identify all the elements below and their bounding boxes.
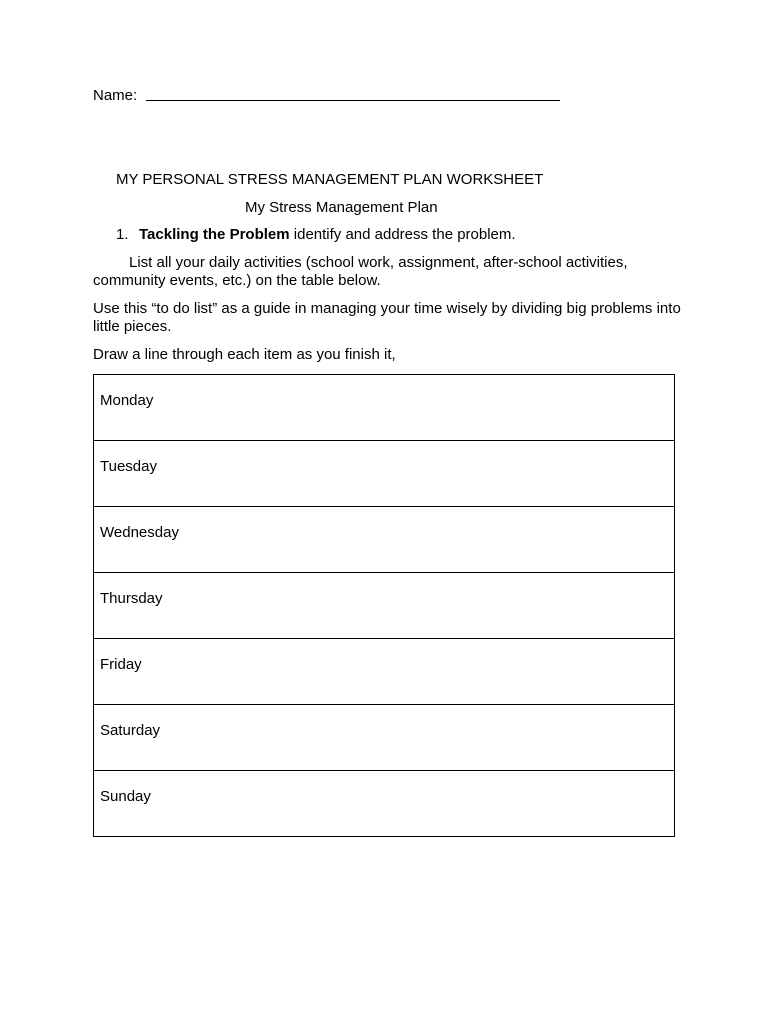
name-line-segment — [226, 100, 266, 101]
name-label: Name: — [93, 87, 138, 104]
section-heading-bold: Tackling the Problem — [139, 226, 290, 243]
day-cell-saturday[interactable]: Saturday — [94, 705, 675, 771]
table-row — [94, 441, 675, 507]
day-cell-monday[interactable]: Monday — [94, 375, 675, 441]
plan-title: My Stress Management Plan — [245, 199, 438, 216]
table-row — [94, 771, 675, 837]
instruction-list-activities: List all your daily activities (school work, assignment, after-school activities, community events, etc.) on the table below. — [93, 254, 628, 289]
section-1-heading — [116, 226, 516, 244]
table-row — [94, 573, 675, 639]
day-cell-sunday[interactable]: Sunday — [94, 771, 675, 837]
instruction-draw-line: Draw a line through each item as you finish it, — [93, 346, 396, 363]
instruction-todo-list: Use this “to do list” as a guide in managing your time wisely by dividing big problems into little pieces. — [93, 300, 681, 335]
name-field[interactable] — [146, 100, 560, 101]
table-row — [94, 705, 675, 771]
table-row — [94, 639, 675, 705]
section-heading-text: identify and address the problem. — [293, 226, 516, 243]
day-cell-thursday[interactable]: Thursday — [94, 573, 675, 639]
name-line-segment — [520, 100, 560, 101]
section-number: 1. — [116, 226, 129, 243]
worksheet-title: MY PERSONAL STRESS MANAGEMENT PLAN WORKSHEET — [116, 171, 544, 188]
day-cell-tuesday[interactable]: Tuesday — [94, 441, 675, 507]
table-row — [94, 507, 675, 573]
day-cell-wednesday[interactable]: Wednesday — [94, 507, 675, 573]
day-cell-friday[interactable]: Friday — [94, 639, 675, 705]
table-row — [94, 375, 675, 441]
weekly-activity-table — [93, 374, 675, 837]
